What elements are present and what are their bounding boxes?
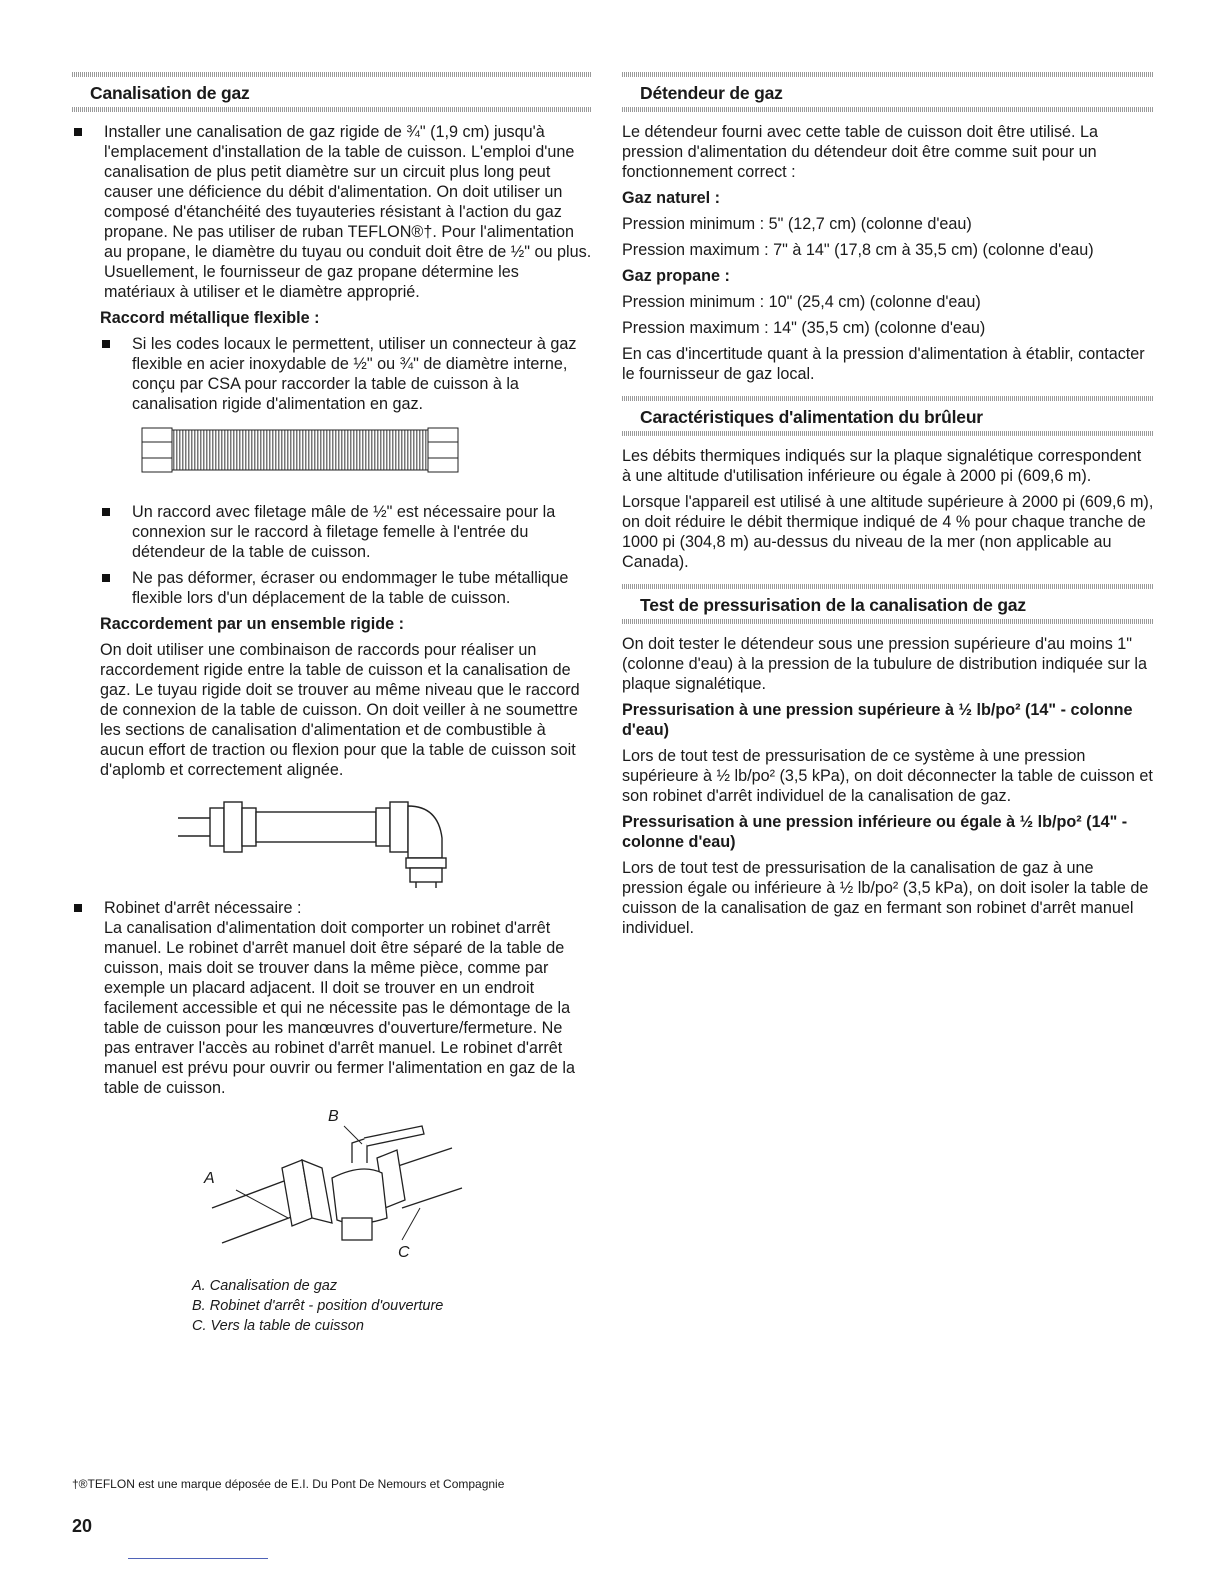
high-pressure-text: Lors de tout test de pressurisation de ce système à une pression supérieure à ½ lb/po² (3,5 kPa), on doit déconnecter la table de cuisson et son robinet d'arrêt individuel de la canalisation de gaz.	[622, 747, 1153, 805]
propane-heading: Gaz propane :	[622, 267, 730, 285]
section-test	[622, 584, 1154, 624]
flex-bullet-1: Si les codes locaux le permettent, utiliser un connecteur à gaz flexible en acier inoxydable de ½" ou ¾" de diamètre interne, conçu par CSA pour raccorder la table de cuisson à la canalisation rigide d'alimentation en gaz.	[100, 334, 592, 414]
burner-paragraph-1: Les débits thermiques indiqués sur la plaque signalétique correspondent à une altitude d'utilisation inférieure ou égale à 2000 pi (609,6 m).	[622, 447, 1142, 485]
label-a: A	[204, 1170, 215, 1187]
section-detendeur	[622, 72, 1154, 112]
footnote: †®TEFLON est une marque déposée de E.I. Du Pont De Nemours et Compagnie	[72, 1477, 505, 1491]
detendeur-note: En cas d'incertitude quant à la pression d'alimentation à établir, contacter le fournisseur de gaz local.	[622, 345, 1145, 383]
divider	[622, 107, 1154, 112]
section-title: Détendeur de gaz	[640, 83, 783, 103]
divider	[622, 431, 1154, 436]
flex-bullet-3: Ne pas déformer, écraser ou endommager le tube métallique flexible lors d'un déplacement de la table de cuisson.	[100, 568, 592, 608]
caption-a: A. Canalisation de gaz	[192, 1278, 338, 1294]
flexible-connector-illustration	[140, 424, 580, 488]
natural-gas-heading: Gaz naturel :	[622, 189, 721, 207]
left-column	[72, 72, 592, 1338]
label-b: B	[328, 1108, 339, 1125]
valve-text: La canalisation d'alimentation doit comporter un robinet d'arrêt manuel. Le robinet d'arrêt manuel doit être séparé de la table de cuisson, mais doit se trouver dans la même pièce, comme par exemple un placard adjacent. Il doit se trouver en un endroit facilement accessible et qui ne nécessite pas le démontage de la table de cuisson pour les manœuvres d'ouverture/fermeture. Ne pas entraver l'accès au robinet d'arrêt manuel. Le robinet d'arrêt manuel est prévu pour ouvrir ou fermer l'alimentation en gaz de la table de cuisson.	[104, 919, 575, 1097]
section-title: Test de pressurisation de la canalisation de gaz	[640, 595, 1026, 615]
label-c: C	[398, 1244, 410, 1261]
propane-min: Pression minimum : 10" (25,4 cm) (colonne d'eau)	[622, 293, 981, 311]
flex-connector-block	[100, 308, 592, 888]
low-pressure-heading: Pressurisation à une pression inférieure ou égale à ½ lb/po² (14" - colonne d'eau)	[622, 813, 1128, 851]
natural-gas-max: Pression maximum : 7" à 14" (17,8 cm à 35,5 cm) (colonne d'eau)	[622, 241, 1094, 259]
bullet-valve	[72, 898, 592, 1098]
section-title: Caractéristiques d'alimentation du brûleur	[640, 407, 983, 427]
caption-c: C. Vers la table de cuisson	[192, 1318, 364, 1334]
high-pressure-heading: Pressurisation à une pression supérieure à ½ lb/po² (14" - colonne d'eau)	[622, 701, 1133, 739]
flex-heading: Raccord métallique flexible :	[100, 309, 320, 327]
divider	[72, 107, 592, 112]
bullet-rigid-pipe: Installer une canalisation de gaz rigide de ¾" (1,9 cm) jusqu'à l'emplacement d'installation de la table de cuisson. L'emploi d'une canalisation de plus petit diamètre sur un circuit plus long peut causer une déficience du débit d'alimentation. On doit utiliser un composé d'étanchéité des tuyauteries résistant à l'action du gaz propane. Ne pas utiliser de ruban TEFLON®†. Pour l'alimentation au propane, le diamètre du tuyau ou conduit doit être de ½" ou plus. Usuellement, le fournisseur de gaz propane détermine les matériaux à utiliser et le diamètre approprié.	[72, 122, 592, 302]
propane-max: Pression maximum : 14" (35,5 cm) (colonne d'eau)	[622, 319, 986, 337]
test-paragraph: On doit tester le détendeur sous une pression supérieure d'au moins 1" (colonne d'eau) à la pression de la tubulure de distribution indiquée sur la plaque signalétique.	[622, 635, 1148, 693]
section-canalisation	[72, 72, 592, 112]
shutoff-valve-figure	[72, 1108, 592, 1338]
detendeur-intro: Le détendeur fourni avec cette table de cuisson doit être utilisé. La pression d'alimentation du détendeur doit être comme suit pour un fonctionnement correct :	[622, 123, 1099, 181]
right-column	[622, 72, 1154, 944]
page-number: 20	[72, 1516, 93, 1536]
low-pressure-text: Lors de tout test de pressurisation de la canalisation de gaz à une pression égale ou inférieure à ½ lb/po² (3,5 kPa), on doit isoler la table de cuisson de la canalisation de gaz en fermant son robinet d'arrêt manuel individuel.	[622, 859, 1149, 937]
divider	[622, 619, 1154, 624]
section-bruleur	[622, 396, 1154, 436]
section-title: Canalisation de gaz	[90, 83, 250, 103]
valve-lead: Robinet d'arrêt nécessaire :	[104, 899, 302, 917]
natural-gas-min: Pression minimum : 5" (12,7 cm) (colonne d'eau)	[622, 215, 972, 233]
burner-paragraph-2: Lorsque l'appareil est utilisé à une altitude supérieure à 2000 pi (609,6 m), on doit réduire le débit thermique indiqué de 4 % pour chaque tranche de 1000 pi (304,8 m) au-dessus du niveau de la mer (non applicable au Canada).	[622, 493, 1154, 571]
caption-b: B. Robinet d'arrêt - position d'ouverture	[192, 1298, 444, 1314]
rigid-text: On doit utiliser une combinaison de raccords pour réaliser un raccordement rigide entre la table de cuisson et la canalisation de gaz. Le tuyau rigide doit se trouver au même niveau que le raccord de connexion de la table de cuisson. On doit veiller à ne soumettre les sections de canalisation d'alimentation et de combustible à aucun effort de traction ou flexion pour que la table de cuisson soit d'aplomb et correctement alignée.	[100, 641, 580, 779]
flex-bullet-2: Un raccord avec filetage mâle de ½" est nécessaire pour la connexion sur le raccord à filetage femelle à l'entrée du détendeur de la table de cuisson.	[100, 502, 592, 562]
figure-captions	[72, 1276, 443, 1336]
bottom-link-line	[128, 1558, 268, 1559]
rigid-heading: Raccordement par un ensemble rigide :	[100, 615, 405, 633]
rigid-connection-illustration	[170, 788, 470, 888]
shutoff-valve-illustration	[192, 1108, 492, 1268]
